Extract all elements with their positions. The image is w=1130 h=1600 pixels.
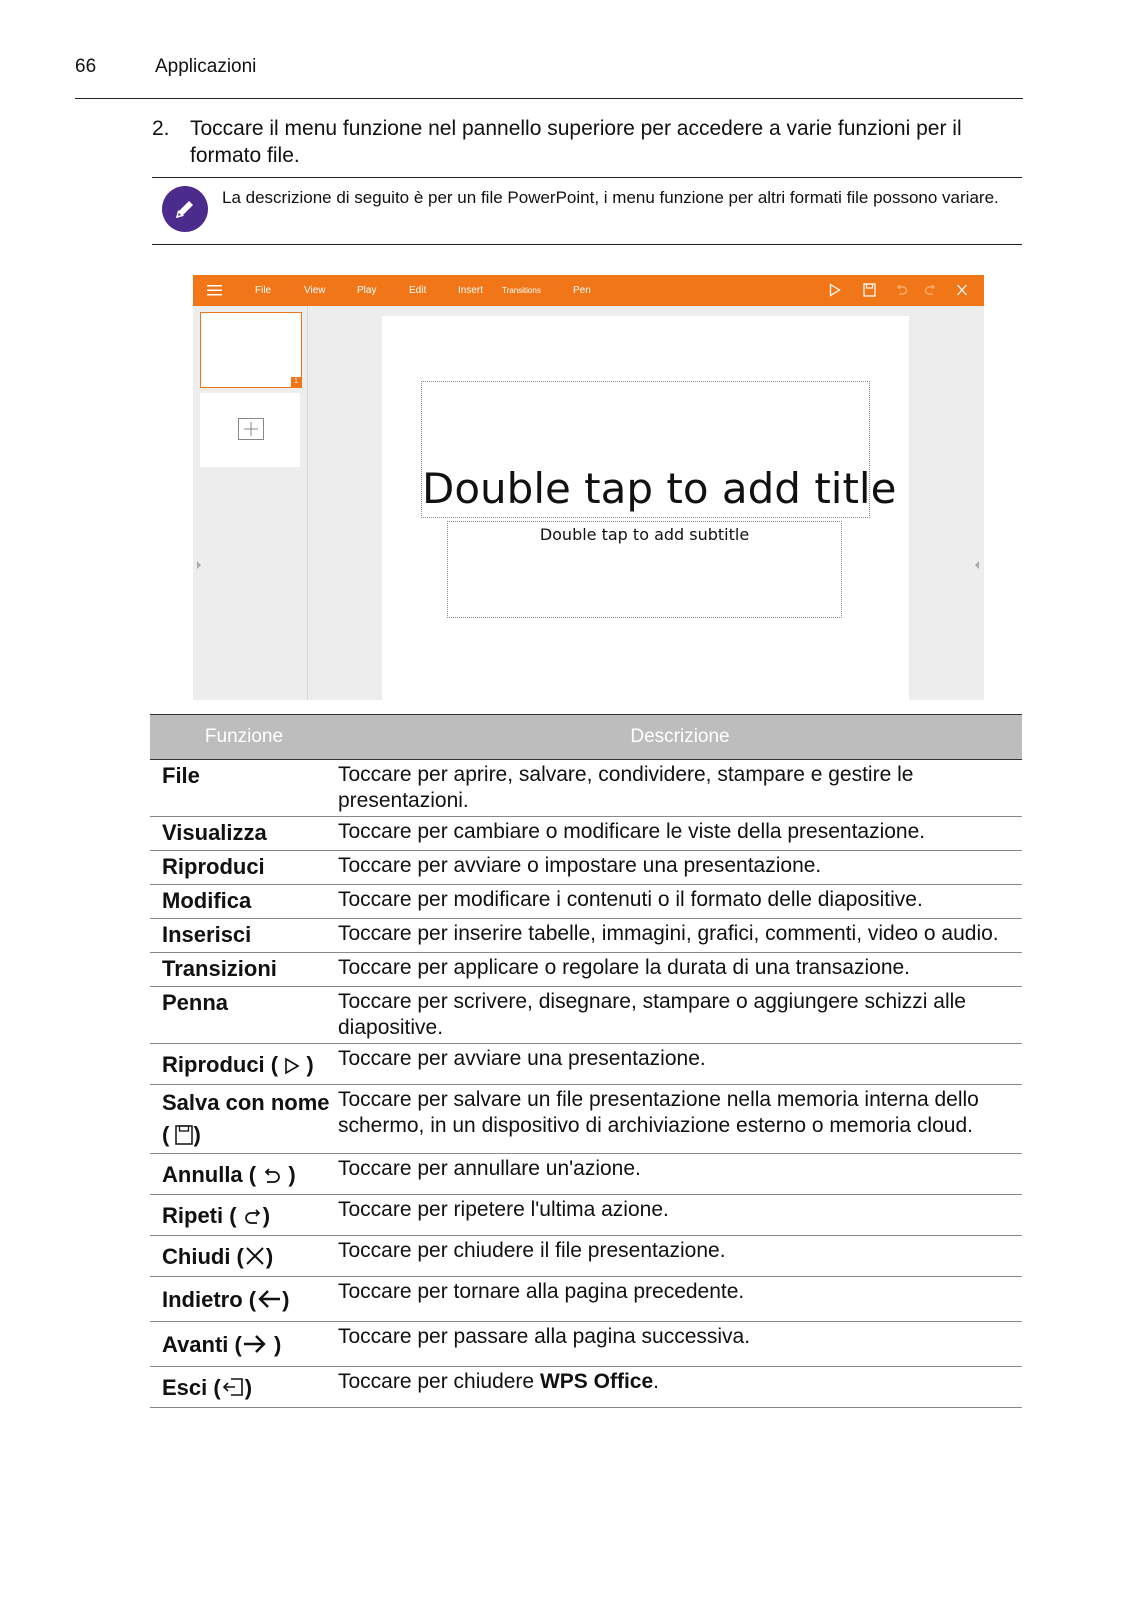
close-icon[interactable] — [956, 283, 968, 297]
function-description: Toccare per ripetere l'ultima azione. — [338, 1195, 1022, 1236]
function-cell: Salva con nome ( ) — [150, 1085, 338, 1154]
redo-icon[interactable] — [924, 283, 937, 297]
function-name: Annulla — [162, 1162, 243, 1187]
step-number: 2. — [152, 117, 170, 140]
title-placeholder-text: Double tap to add title — [422, 464, 897, 513]
title-placeholder[interactable] — [421, 381, 897, 518]
function-description: Toccare per passare alla pagina successiva. — [338, 1322, 1022, 1367]
slide-canvas[interactable] — [382, 316, 909, 700]
function-name: Visualizza — [150, 817, 338, 851]
function-description: Toccare per avviare o impostare una presentazione. — [338, 851, 1022, 885]
wps-office-emphasis: WPS Office — [539, 1370, 654, 1393]
arrow-right-icon — [242, 1333, 268, 1355]
menu-view[interactable]: View — [304, 285, 326, 296]
table-row — [150, 1154, 1022, 1195]
function-name: Inserisci — [150, 919, 338, 953]
function-cell: Avanti ( ) — [150, 1322, 338, 1367]
page-number: 66 — [75, 56, 97, 77]
function-name: Avanti — [162, 1332, 229, 1357]
page-header — [75, 56, 1023, 99]
redo-icon — [243, 1208, 263, 1226]
play-icon — [284, 1057, 300, 1075]
description-suffix: . — [653, 1370, 659, 1393]
table-row — [150, 817, 1022, 851]
function-description: Toccare per annullare un'azione. — [338, 1154, 1022, 1195]
function-table — [150, 714, 1022, 1408]
section-title: Applicazioni — [155, 56, 257, 77]
function-cell: Riproduci ( ) — [150, 1044, 338, 1085]
table-row — [150, 760, 1022, 817]
function-description: Toccare per inserire tabelle, immagini, grafici, commenti, video o audio. — [338, 919, 1022, 953]
expand-panel-arrow-icon[interactable] — [974, 560, 980, 570]
hamburger-menu-icon[interactable] — [207, 284, 222, 296]
table-row — [150, 919, 1022, 953]
save-icon — [175, 1125, 193, 1145]
exit-icon — [221, 1376, 245, 1398]
function-description: Toccare per cambiare o modificare le viste della presentazione. — [338, 817, 1022, 851]
add-slide-button[interactable] — [200, 393, 300, 467]
menu-transitions[interactable]: Transitions — [502, 286, 541, 295]
function-description — [338, 1367, 1022, 1408]
presentation-app-screenshot — [193, 275, 984, 700]
menu-pen[interactable]: Pen — [573, 285, 591, 296]
undo-icon[interactable] — [895, 283, 908, 297]
slide-number-badge: 1 — [291, 377, 301, 387]
function-name: Esci — [162, 1375, 208, 1400]
function-name: Chiudi — [162, 1244, 231, 1269]
function-cell: Esci ( ) — [150, 1367, 338, 1408]
menu-edit[interactable]: Edit — [409, 285, 427, 296]
pencil-icon — [162, 186, 208, 232]
plus-icon — [238, 418, 264, 440]
function-name: Penna — [150, 987, 338, 1044]
function-description: Toccare per chiudere il file presentazione. — [338, 1236, 1022, 1277]
table-row — [150, 1195, 1022, 1236]
function-description: Toccare per modificare i contenuti o il formato delle diapositive. — [338, 885, 1022, 919]
note-box — [152, 177, 1022, 245]
table-row — [150, 953, 1022, 987]
function-cell: Ripeti ( ) — [150, 1195, 338, 1236]
description-text: Toccare per chiudere — [338, 1370, 540, 1393]
function-description: Toccare per avviare una presentazione. — [338, 1044, 1022, 1085]
function-name: Modifica — [150, 885, 338, 919]
undo-icon — [262, 1167, 282, 1185]
table-row — [150, 851, 1022, 885]
function-description: Toccare per aprire, salvare, condividere, stampare e gestire le presentazioni. — [338, 760, 1022, 817]
close-icon — [244, 1245, 266, 1267]
menu-insert[interactable]: Insert — [458, 285, 484, 296]
subtitle-placeholder[interactable] — [447, 521, 842, 618]
function-name: Riproduci — [150, 851, 338, 885]
function-name: Riproduci — [162, 1052, 265, 1077]
slide-thumbnail[interactable] — [200, 312, 302, 388]
header-description: Descrizione — [338, 715, 1022, 760]
subtitle-placeholder-text: Double tap to add subtitle — [539, 525, 750, 544]
save-icon[interactable] — [863, 283, 876, 297]
function-description: Toccare per salvare un file presentazione nella memoria interna dello schermo, in un dispositivo di archiviazione esterno o memoria cloud. — [338, 1085, 1022, 1154]
step-text: Toccare il menu funzione nel pannello superiore per accedere a varie funzioni per il formato file. — [190, 117, 962, 167]
function-name: Indietro — [162, 1287, 243, 1312]
function-name: Salva con nome — [162, 1090, 330, 1115]
app-toolbar — [193, 275, 984, 306]
function-description: Toccare per tornare alla pagina precedente. — [338, 1277, 1022, 1322]
collapse-panel-arrow-icon[interactable] — [196, 560, 202, 570]
table-row — [150, 1085, 1022, 1154]
function-name: File — [150, 760, 338, 817]
menu-play[interactable]: Play — [357, 285, 377, 296]
function-cell: Indietro ( ) — [150, 1277, 338, 1322]
table-row — [150, 1277, 1022, 1322]
function-cell: Chiudi ( ) — [150, 1236, 338, 1277]
table-row — [150, 1367, 1022, 1408]
header-function: Funzione — [150, 715, 338, 760]
function-cell: Annulla ( ) — [150, 1154, 338, 1195]
table-row — [150, 1322, 1022, 1367]
table-row — [150, 987, 1022, 1044]
function-description: Toccare per scrivere, disegnare, stampare o aggiungere schizzi alle diapositive. — [338, 987, 1022, 1044]
function-name: Transizioni — [150, 953, 338, 987]
menu-file[interactable]: File — [255, 285, 272, 296]
table-row — [150, 885, 1022, 919]
table-header-row — [150, 715, 1022, 760]
note-text: La descrizione di seguito è per un file PowerPoint, i menu funzione per altri formati file possono variare. — [222, 188, 999, 207]
play-icon[interactable] — [829, 283, 841, 297]
function-name: Ripeti — [162, 1203, 224, 1228]
table-row — [150, 1236, 1022, 1277]
slide-thumbnail-panel — [193, 306, 308, 700]
table-row — [150, 1044, 1022, 1085]
function-description: Toccare per applicare o regolare la durata di una transazione. — [338, 953, 1022, 987]
arrow-left-icon — [256, 1288, 282, 1310]
